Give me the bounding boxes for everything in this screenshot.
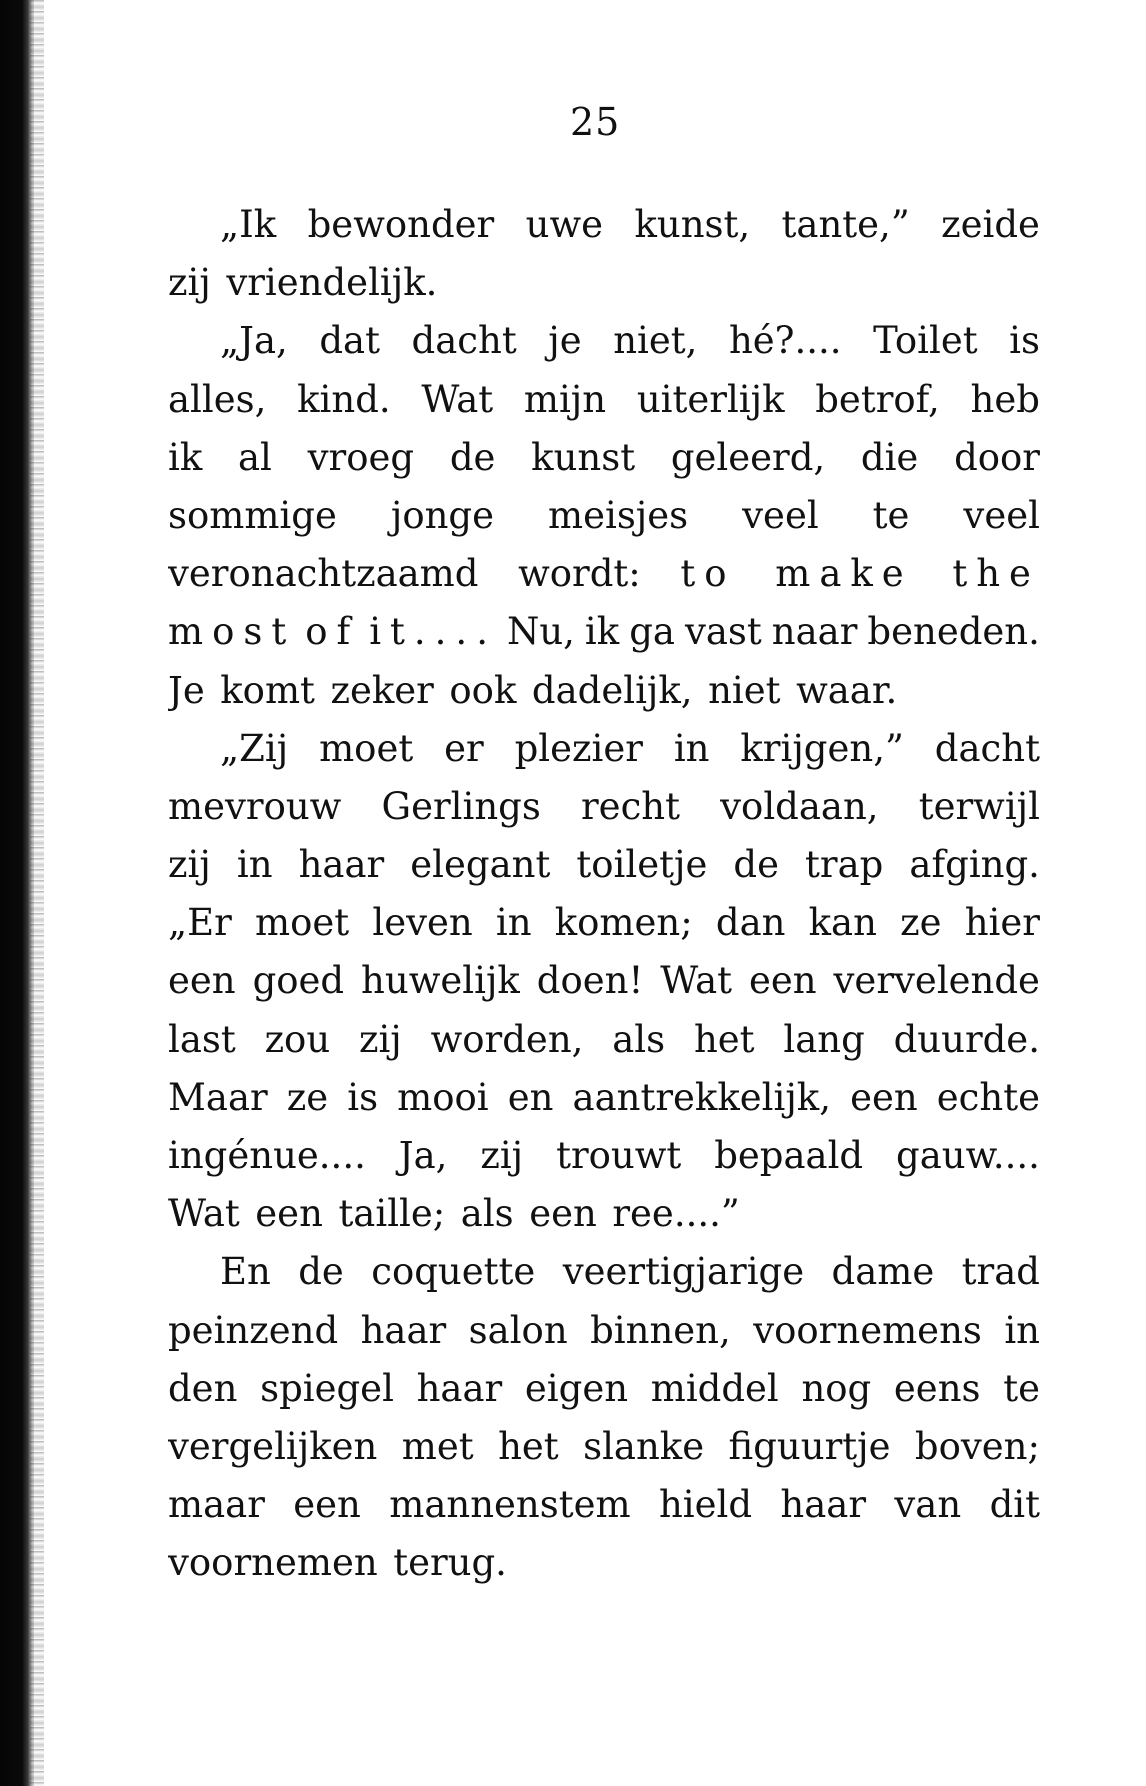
text-line: [168, 487, 1040, 545]
word: Maar: [168, 1075, 268, 1119]
word: the: [952, 552, 1040, 596]
word: figuurtje: [728, 1424, 891, 1468]
word: mannenstem: [389, 1483, 631, 1527]
word: zij: [358, 1017, 402, 1061]
text-line: [168, 720, 1040, 778]
word: haar: [298, 843, 385, 887]
word: er: [444, 726, 484, 770]
word: dame: [831, 1250, 935, 1294]
word: die: [860, 435, 919, 479]
word: duurde.: [893, 1017, 1040, 1061]
word: zij: [480, 1134, 524, 1177]
word: een: [850, 1075, 918, 1119]
word: heb: [970, 377, 1040, 421]
text-line: [168, 1418, 1040, 1476]
word: aantrekkelijk,: [572, 1075, 831, 1119]
word: kind.: [297, 377, 391, 421]
word: coquette: [371, 1250, 536, 1294]
word: in: [1004, 1308, 1040, 1352]
word: en: [507, 1075, 554, 1119]
word: most: [168, 610, 296, 654]
text-line: [168, 545, 1040, 603]
word: te: [1003, 1366, 1040, 1410]
word: to: [680, 552, 736, 596]
word: ingénue....: [168, 1134, 366, 1177]
word: dadelijk,: [531, 668, 693, 712]
word: doen!: [536, 959, 644, 1003]
word: niet,: [613, 319, 698, 363]
word: ook: [449, 668, 517, 712]
word: wordt:: [518, 552, 641, 596]
word: eigen: [524, 1366, 629, 1410]
word: veronachtzaamd: [168, 552, 479, 596]
word: dat: [319, 319, 380, 363]
text-line: [168, 1302, 1040, 1360]
word: een: [255, 1192, 323, 1236]
word: zij: [168, 261, 211, 305]
word: hé?....: [728, 319, 842, 363]
text-line: [168, 836, 1040, 894]
text-line: [168, 894, 1040, 952]
word: haar: [780, 1483, 867, 1527]
word: zeker: [330, 668, 434, 712]
word: En: [220, 1250, 271, 1294]
word: ga: [629, 610, 675, 654]
word: een: [529, 1192, 597, 1236]
word: trap: [805, 843, 884, 887]
word: vast: [684, 610, 762, 654]
word: ze: [286, 1075, 329, 1119]
word: ik: [168, 435, 203, 479]
word: tante,”: [781, 203, 910, 246]
word: ik: [584, 610, 620, 654]
book-spine-edge: [0, 0, 34, 1786]
text-line: [168, 1476, 1040, 1534]
word: bewonder: [307, 203, 495, 246]
word: is: [347, 1075, 379, 1119]
word: Ja,: [398, 1134, 448, 1177]
word: veel: [742, 493, 819, 537]
word: een: [748, 959, 817, 1003]
word: mooi: [397, 1075, 489, 1119]
word: voldaan,: [720, 784, 879, 828]
word: met: [401, 1424, 474, 1468]
text-line: [168, 1069, 1040, 1127]
text-line: [168, 312, 1040, 370]
word: veel: [963, 493, 1040, 537]
text-line: [168, 1185, 1040, 1243]
text-line: [168, 662, 1040, 720]
word: of: [305, 610, 360, 654]
word: haar: [416, 1366, 503, 1410]
word: middel: [650, 1366, 779, 1410]
word: uiterlijk: [636, 377, 785, 421]
word: leven: [372, 901, 473, 945]
word: het: [693, 1017, 755, 1061]
word: mijn: [523, 377, 607, 421]
body-text: [168, 196, 1040, 1593]
word: hier: [964, 901, 1040, 945]
word: taille;: [338, 1192, 446, 1236]
word: Toilet: [873, 319, 978, 363]
word: moet: [255, 901, 350, 945]
word: lang: [783, 1017, 865, 1061]
word: beneden.: [867, 610, 1040, 654]
word: kan: [808, 901, 877, 945]
word: gauw....: [896, 1134, 1040, 1177]
word: trouwt: [556, 1134, 682, 1177]
word: niet: [708, 668, 781, 712]
word: peinzend: [168, 1308, 339, 1352]
text-line: [168, 603, 1040, 661]
word: voornemens: [753, 1308, 982, 1352]
word: moet: [319, 726, 414, 770]
word: salon: [468, 1308, 568, 1352]
word: nog: [801, 1366, 872, 1410]
word: „Ik: [220, 203, 277, 246]
word: dacht: [934, 726, 1040, 770]
word: als: [612, 1017, 666, 1061]
word: een: [293, 1483, 361, 1527]
word: huwelijk: [361, 959, 520, 1003]
word: de: [298, 1250, 344, 1294]
word: komen;: [554, 901, 693, 945]
word: trad: [961, 1250, 1040, 1294]
word: in: [673, 726, 710, 770]
word: bepaald: [714, 1134, 864, 1177]
word: Wat: [168, 1192, 240, 1236]
word: sommige: [168, 493, 337, 537]
word: mevrouw: [168, 784, 342, 828]
word: Nu,: [506, 610, 575, 654]
text-line: [168, 1011, 1040, 1069]
word: zou: [264, 1017, 331, 1061]
scan-edge-noise: [30, 0, 44, 1786]
word: uwe: [525, 203, 604, 246]
word: plezier: [514, 726, 643, 770]
text-line: [168, 371, 1040, 429]
word: komt: [220, 668, 315, 712]
word: Je: [168, 668, 205, 712]
word: is: [1009, 319, 1040, 363]
word: het: [498, 1424, 559, 1468]
word: slanke: [583, 1424, 705, 1468]
word: vroeg: [307, 435, 415, 479]
word: geleerd,: [670, 435, 826, 479]
word: Wat: [660, 959, 733, 1003]
word: elegant: [410, 843, 551, 887]
word: kunst,: [634, 203, 751, 246]
word: alles,: [168, 377, 267, 421]
word: in: [236, 843, 273, 887]
word: maar: [168, 1483, 265, 1527]
word: Gerlings: [381, 784, 541, 828]
word: meisjes: [548, 493, 689, 537]
word: als: [460, 1192, 514, 1236]
word: terwijl: [918, 784, 1040, 828]
word: worden,: [430, 1017, 584, 1061]
word: eens: [893, 1366, 981, 1410]
word: in: [495, 901, 532, 945]
word: voornemen: [168, 1541, 378, 1585]
text-line: [168, 429, 1040, 487]
word: vergelijken: [168, 1424, 378, 1468]
text-line: [168, 196, 1040, 254]
word: ze: [900, 901, 942, 945]
word: betrof,: [815, 377, 940, 421]
word: dit: [989, 1483, 1040, 1527]
word: de: [449, 435, 496, 479]
word: ree....”: [612, 1192, 740, 1236]
word: „Zij: [220, 726, 289, 770]
word: dacht: [411, 319, 517, 363]
text-line: [168, 254, 1040, 312]
word: zeide: [941, 203, 1040, 246]
word: zij: [168, 843, 211, 887]
word: Wat: [421, 377, 494, 421]
text-line: [168, 952, 1040, 1010]
word: toiletje: [576, 843, 708, 887]
word: kunst: [531, 435, 636, 479]
word: „Ja,: [220, 319, 288, 363]
word: terug.: [393, 1541, 507, 1585]
word: echte: [936, 1075, 1040, 1119]
word: boven;: [914, 1424, 1040, 1468]
word: goed: [252, 959, 345, 1003]
word: make: [775, 552, 913, 596]
word: een: [168, 959, 236, 1003]
word: je: [548, 319, 582, 363]
word: afging.: [909, 843, 1040, 887]
word: krijgen,”: [740, 726, 904, 770]
word: veertigjarige: [562, 1250, 805, 1294]
word: recht: [580, 784, 680, 828]
text-line: [168, 1243, 1040, 1301]
word: den: [168, 1366, 238, 1410]
word: vriendelijk.: [226, 261, 438, 305]
word: dan: [715, 901, 786, 945]
text-line: [168, 778, 1040, 836]
word: vervelende: [833, 959, 1040, 1003]
word: door: [954, 435, 1040, 479]
page-number: 25: [570, 100, 621, 144]
text-line: [168, 1127, 1040, 1185]
word: last: [168, 1017, 236, 1061]
word: it....: [369, 610, 497, 654]
word: „Er: [168, 901, 232, 945]
word: van: [894, 1483, 962, 1527]
word: haar: [360, 1308, 447, 1352]
word: spiegel: [260, 1366, 394, 1410]
word: naar: [771, 610, 858, 654]
word: jonge: [390, 493, 495, 537]
text-line: [168, 1360, 1040, 1418]
word: binnen,: [590, 1308, 731, 1352]
word: waar.: [796, 668, 898, 712]
text-line: [168, 1534, 1040, 1592]
word: hield: [658, 1483, 753, 1527]
word: al: [238, 435, 272, 479]
word: de: [733, 843, 779, 887]
word: te: [872, 493, 910, 537]
